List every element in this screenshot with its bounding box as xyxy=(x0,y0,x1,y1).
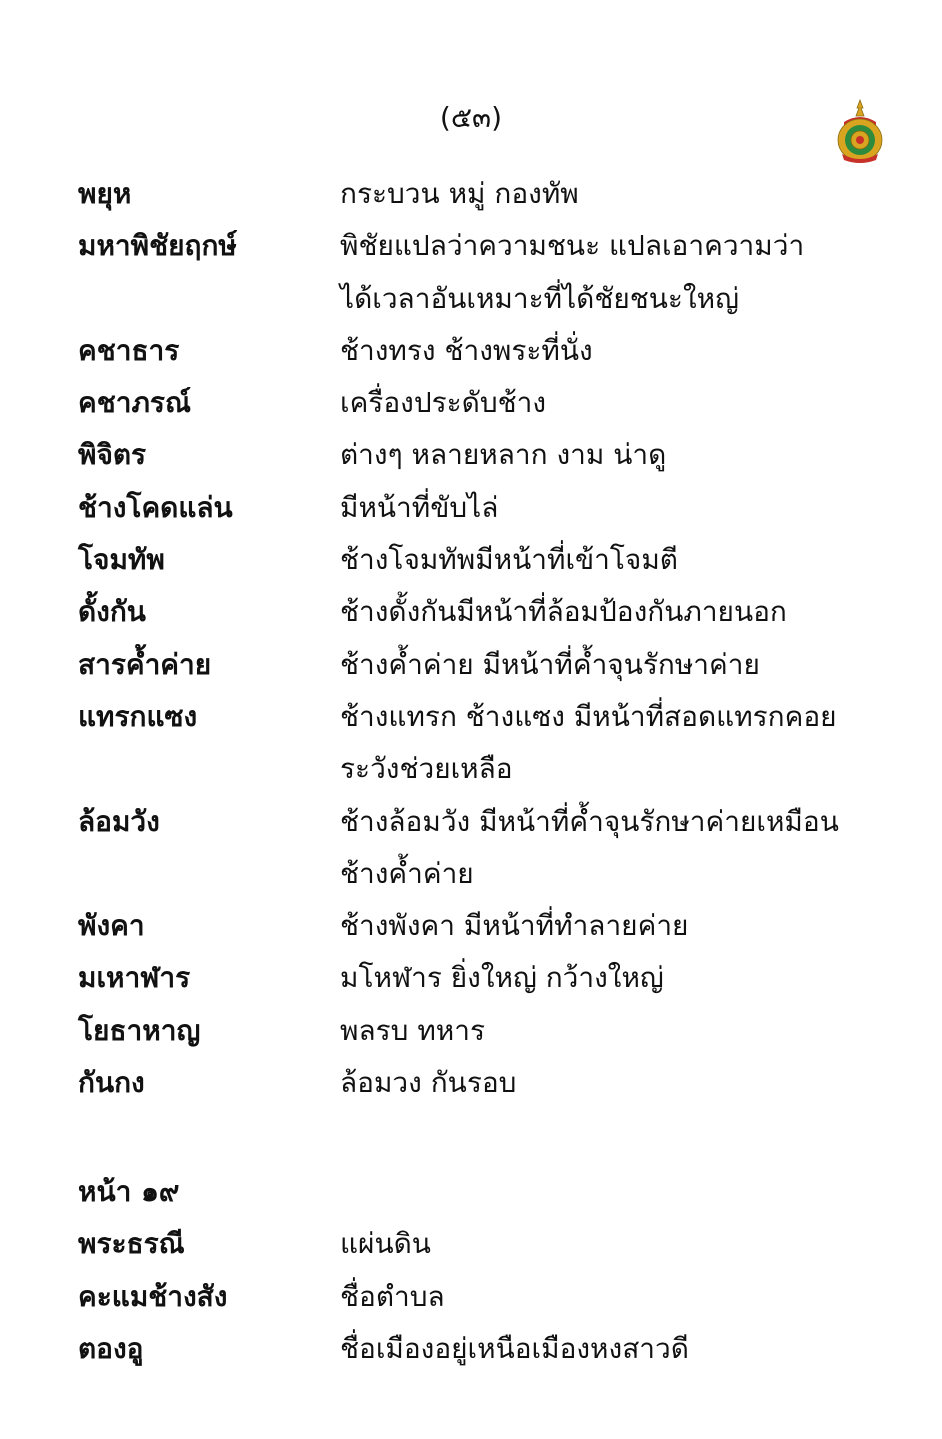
royal-emblem-icon xyxy=(834,98,886,164)
glossary-definition: ช้างพังคา มีหน้าที่ทำลายค่าย xyxy=(340,909,689,943)
glossary-definition: ช้างแทรก ช้างแซง มีหน้าที่สอดแทรกคอย xyxy=(340,699,837,733)
glossary-definition: กระบวน หมู่ กองทัพ xyxy=(340,177,579,210)
glossary-row xyxy=(78,1323,878,1375)
glossary-row xyxy=(78,220,878,272)
glossary-term: แทรกแซง xyxy=(78,699,198,733)
glossary-term: คชาภรณ์ xyxy=(78,386,191,420)
glossary-term: โจมทัพ xyxy=(78,543,165,577)
glossary-row xyxy=(78,900,878,952)
glossary-definition: มโหฬาร ยิ่งใหญ่ กว้างใหญ่ xyxy=(340,961,664,995)
section-heading: หน้า ๑๙ xyxy=(78,1175,180,1208)
glossary-term: ล้อมวัง xyxy=(78,804,160,838)
glossary-term: คะแมช้างสัง xyxy=(78,1279,228,1313)
glossary-term: พิจิตร xyxy=(78,438,147,472)
glossary-definition: ระวังช่วยเหลือ xyxy=(340,752,513,786)
page-section xyxy=(78,1166,878,1375)
glossary-definition: แผ่นดิน xyxy=(340,1227,431,1261)
glossary-term: ช้างโคดแล่น xyxy=(78,490,233,524)
glossary-definition: ช้างโจมทัพมีหน้าที่เข้าโจมตี xyxy=(340,543,678,577)
glossary-list xyxy=(78,168,878,1109)
glossary-term: กันกง xyxy=(78,1066,145,1100)
glossary-definition: พิชัยแปลว่าความชนะ แปลเอาความว่า xyxy=(340,229,805,263)
glossary-row xyxy=(78,952,878,1004)
glossary-row xyxy=(78,639,878,691)
glossary-term: โยธาหาญ xyxy=(78,1013,201,1047)
glossary-definition: ชื่อตำบล xyxy=(340,1279,445,1313)
glossary-term: ดั้งกัน xyxy=(78,595,146,629)
glossary-definition: มีหน้าที่ขับไล่ xyxy=(340,490,499,524)
glossary-term: พังคา xyxy=(78,909,145,943)
glossary-definition: ได้เวลาอันเหมาะที่ได้ชัยชนะใหญ่ xyxy=(340,281,739,315)
glossary-row xyxy=(78,1057,878,1109)
glossary-row xyxy=(78,534,878,586)
glossary-row xyxy=(78,273,878,325)
glossary-row xyxy=(78,482,878,534)
glossary-definition: ต่างๆ หลายหลาก งาม น่าดู xyxy=(340,438,667,472)
glossary-term: ตองอู xyxy=(78,1331,144,1365)
glossary-definition: พลรบ ทหาร xyxy=(340,1013,486,1047)
glossary-definition: เครื่องประดับช้าง xyxy=(340,386,547,420)
glossary-term: มเหาฬาร xyxy=(78,961,191,995)
glossary-row xyxy=(78,691,878,743)
glossary-row xyxy=(78,325,878,377)
glossary-row xyxy=(78,377,878,429)
section-entries xyxy=(78,1218,878,1375)
glossary-row xyxy=(78,1005,878,1057)
glossary-row xyxy=(78,1271,878,1323)
glossary-term: คชาธาร xyxy=(78,333,180,367)
glossary-term: สารค้ำค่าย xyxy=(78,647,212,681)
glossary-term: พยุห xyxy=(78,177,132,210)
glossary-definition: ช้างดั้งกันมีหน้าที่ล้อมป้องกันภายนอก xyxy=(340,595,787,629)
glossary-row xyxy=(78,429,878,481)
glossary-definition: ช้างค้ำค่าย xyxy=(340,856,474,890)
glossary-definition: ล้อมวง กันรอบ xyxy=(340,1066,517,1100)
glossary-definition: ช้างล้อมวัง มีหน้าที่ค้ำจุนรักษาค่ายเหมือน xyxy=(340,804,839,838)
page-number: (๕๓) xyxy=(439,101,503,134)
royal-emblem-graphic xyxy=(834,98,886,164)
glossary-row xyxy=(78,796,878,848)
glossary-definition: ช้างค้ำค่าย มีหน้าที่ค้ำจุนรักษาค่าย xyxy=(340,647,760,681)
glossary-definition: ช้างทรง ช้างพระที่นั่ง xyxy=(340,333,593,367)
glossary-row xyxy=(78,848,878,900)
glossary-term: พระธรณี xyxy=(78,1227,185,1261)
glossary-row xyxy=(78,168,878,220)
glossary-row xyxy=(78,586,878,638)
glossary-row xyxy=(78,1218,878,1270)
glossary-term: มหาพิชัยฤกษ์ xyxy=(78,229,237,263)
glossary-row xyxy=(78,743,878,795)
glossary-definition: ชื่อเมืองอยู่เหนือเมืองหงสาวดี xyxy=(340,1331,689,1365)
